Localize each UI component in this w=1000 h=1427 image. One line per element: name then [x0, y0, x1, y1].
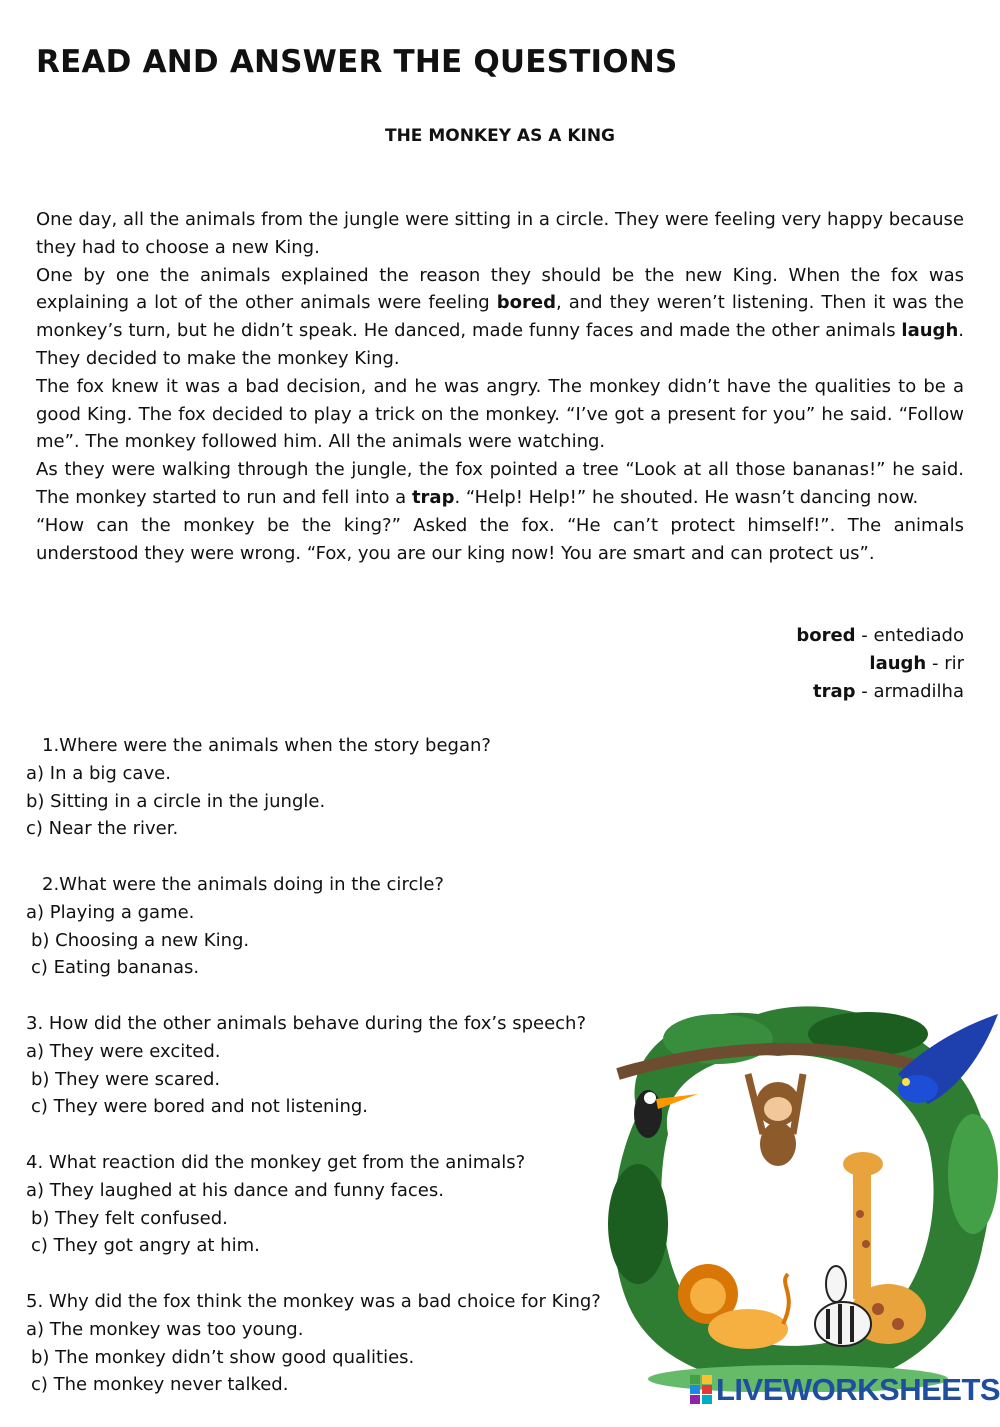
liveworksheets-logo[interactable]	[690, 1372, 1000, 1408]
question-text: 5. Why did the fox think the monkey was a bad choice for King?	[26, 1290, 601, 1312]
answer-option[interactable]: a) The monkey was too young.	[26, 1318, 304, 1340]
question-text: 3. How did the other animals behave during the fox’s speech?	[26, 1012, 587, 1034]
vocab-entry: laugh - rir	[869, 652, 964, 674]
vocab-entry: trap - armadilha	[813, 680, 964, 702]
answer-option[interactable]: c) They got angry at him.	[31, 1235, 260, 1257]
question-4	[26, 1149, 626, 1260]
jungle-animals-illustration	[598, 994, 1000, 1392]
answer-option[interactable]: c) The monkey never talked.	[31, 1374, 289, 1396]
question-5	[26, 1288, 626, 1399]
vocab-highlight-bored: bored	[496, 292, 556, 314]
worksheet-title: READ AND ANSWER THE QUESTIONS	[36, 44, 678, 80]
brand-name: LIVEWORKSHEETS	[716, 1372, 1000, 1407]
answer-option[interactable]: b) Sitting in a circle in the jungle.	[26, 790, 326, 812]
story-paragraph-4: As they were walking through the jungle, the fox pointed a tree “Look at all those bananas!” he said. The monkey started to run and fell into a trap. “Help! Help!” he shouted. He wasn’t dancing now.	[36, 459, 964, 508]
vocab-highlight-trap: trap	[411, 486, 455, 508]
answer-option[interactable]: c) Near the river.	[26, 818, 179, 840]
story-paragraph-2: One by one the animals explained the reason they should be the new King. When the fox was explaining a lot of the other animals were feeling bored, and they weren’t listening. Then it was the monkey’s turn, but he didn’t speak. He danced, made funny faces and made the other animals laugh. They decided to make the monkey King.	[36, 264, 964, 369]
story-paragraph-5: “How can the monkey be the king?” Asked the fox. “He can’t protect himself!”. The animals understood they were wrong. “Fox, you are our king now! You are smart and can protect us”.	[36, 514, 964, 564]
story-text	[36, 206, 964, 567]
question-3	[26, 1010, 626, 1121]
answer-option[interactable]: b) They were scared.	[31, 1068, 221, 1090]
answer-option[interactable]: b) Choosing a new King.	[31, 929, 250, 951]
question-2	[26, 871, 626, 982]
question-text: 4. What reaction did the monkey get from the animals?	[26, 1151, 526, 1173]
liveworksheets-logo-icon	[690, 1375, 712, 1405]
story-paragraph-3: The fox knew it was a bad decision, and he was angry. The monkey didn’t have the qualities to be a good King. The fox decided to play a trick on the monkey. “I’ve got a present for you” he said. “Follow me”. The monkey followed him. All the animals were watching.	[36, 375, 964, 453]
answer-option[interactable]: c) They were bored and not listening.	[31, 1096, 369, 1118]
questions-section	[26, 732, 626, 1427]
answer-option[interactable]: b) They felt confused.	[31, 1207, 228, 1229]
vocab-highlight-laugh: laugh	[901, 320, 959, 342]
answer-option[interactable]: a) They were excited.	[26, 1040, 221, 1062]
story-title: THE MONKEY AS A KING	[384, 126, 616, 146]
vocab-entry: bored - entediado	[796, 625, 964, 646]
answer-option[interactable]: a) In a big cave.	[26, 762, 171, 784]
question-1	[26, 732, 626, 843]
answer-option[interactable]: a) They laughed at his dance and funny faces.	[26, 1179, 444, 1201]
question-text: 2.What were the animals doing in the circle?	[42, 873, 444, 895]
answer-option[interactable]: b) The monkey didn’t show good qualities.	[31, 1346, 415, 1368]
answer-option[interactable]: a) Playing a game.	[26, 901, 195, 923]
question-text: 1.Where were the animals when the story began?	[42, 735, 491, 756]
vocabulary-list	[796, 622, 964, 705]
story-paragraph-1: One day, all the animals from the jungle were sitting in a circle. They were feeling very happy because they had to choose a new King.	[36, 209, 964, 258]
answer-option[interactable]: c) Eating bananas.	[31, 957, 200, 979]
